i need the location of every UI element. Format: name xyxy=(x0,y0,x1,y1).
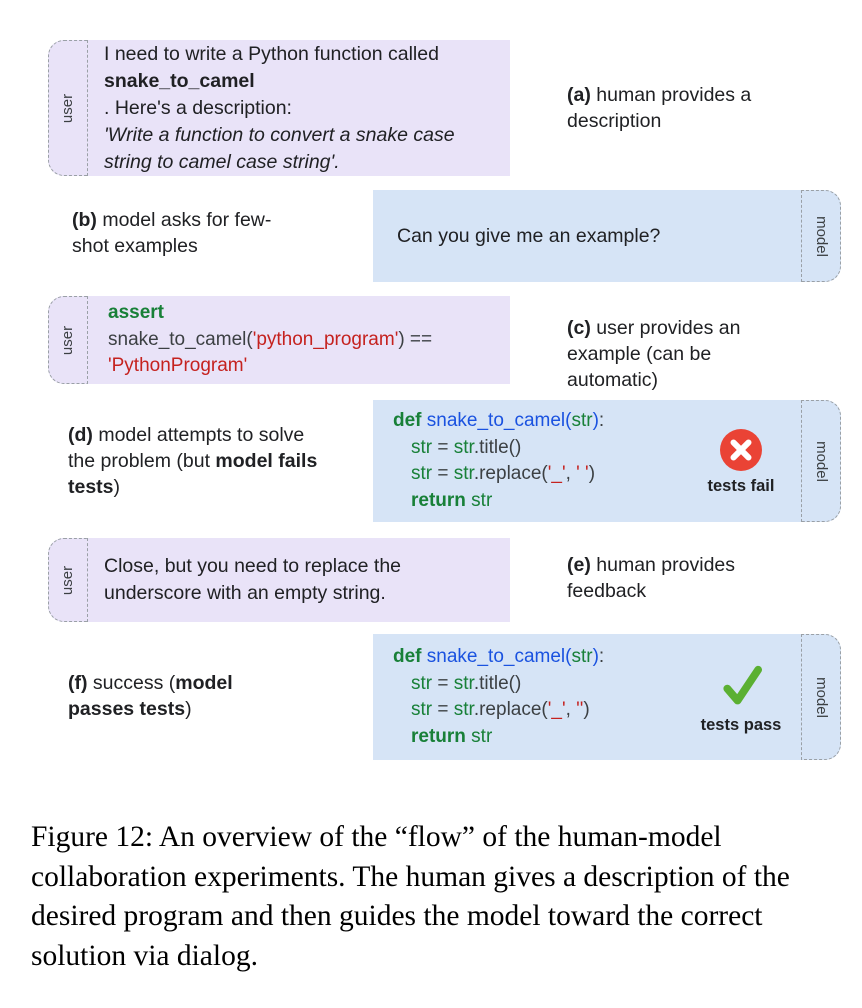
tests-pass-label: tests pass xyxy=(700,716,782,734)
model-role-label: model xyxy=(812,676,830,718)
user-role-label: user xyxy=(59,93,77,123)
model-role-tag xyxy=(801,634,841,760)
model-bubble-question xyxy=(373,190,841,282)
step-label-d: (d) model attempts to solve the problem (but model fails tests) xyxy=(68,424,318,498)
model-bubble-attempt-fail xyxy=(373,400,841,522)
model-role-tag xyxy=(801,400,841,522)
user-role-label: user xyxy=(59,565,77,595)
user-role-tag xyxy=(48,538,88,622)
figure-caption: Figure 12: An overview of the “flow” of the human-model collaboration experiments. The human gives a description of the desired program and then guides the model toward the correct solution via dialog. xyxy=(31,821,790,972)
user-role-label: user xyxy=(59,325,77,355)
user-role-tag xyxy=(48,40,88,176)
bubble-f-code: def snake_to_camel(str): str = str.title() str = str.replace('_', '') return str xyxy=(393,646,605,747)
bubble-b-text: Can you give me an example? xyxy=(397,224,661,247)
tests-fail-status xyxy=(685,400,801,522)
tests-pass-status xyxy=(685,634,801,760)
user-bubble-feedback xyxy=(48,538,510,622)
user-bubble-example xyxy=(48,296,510,384)
bubble-c-code: assert snake_to_camel('python_program') == 'PythonProgram' xyxy=(108,302,433,377)
bubble-e-text: Close, but you need to replace the underscore with an empty string. xyxy=(104,555,402,604)
step-label-e: (e) human provides feedback xyxy=(567,554,736,602)
model-bubble-success xyxy=(373,634,841,760)
bubble-d-code: def snake_to_camel(str): str = str.title() str = str.replace('_', ' ') return str xyxy=(393,410,605,511)
tests-fail-label: tests fail xyxy=(707,477,775,495)
model-role-label: model xyxy=(812,215,830,257)
tests-fail-icon xyxy=(717,426,765,474)
user-role-tag xyxy=(48,296,88,384)
model-role-label: model xyxy=(812,440,830,482)
step-label-a: (a) human provides a description xyxy=(567,84,752,132)
step-label-b: (b) model asks for few-shot examples xyxy=(72,209,272,257)
model-role-tag xyxy=(801,190,841,282)
bubble-a-text: I need to write a Python function called snake_to_camel . Here's a description: 'Write a function to convert a snake case string to camel case string'. xyxy=(104,42,455,173)
user-bubble-description xyxy=(48,40,510,176)
tests-pass-icon xyxy=(717,659,765,713)
step-label-f: (f) success (model passes tests) xyxy=(68,672,233,720)
step-label-c: (c) user provides an example (can be automatic) xyxy=(567,317,741,391)
